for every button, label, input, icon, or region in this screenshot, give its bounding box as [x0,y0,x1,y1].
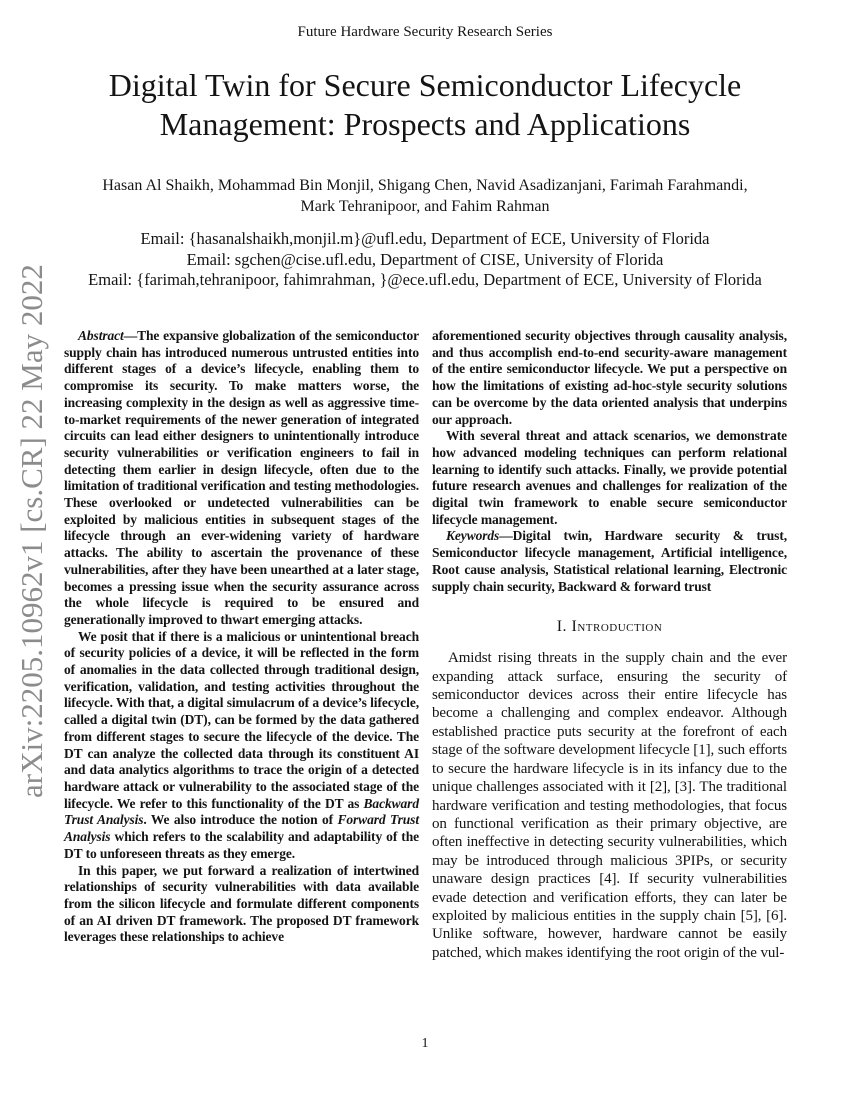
column-right [432,328,787,962]
introduction-paragraph-1: Amidst rising threats in the supply chain and the ever expanding attack surface, ensuring the security of semiconductor devices across their entire lifecycle has become a challenging and complex endeavor. Although established practice puts security at the forefront of each stage of the software development lifecycle [1], such efforts to secure the hardware lifecycle is in its infancy due to the unique challenges associated with it [2], [3]. The traditional hardware verification and testing methodologies, that focus on functional verification as their primary objective, are often ineffective in detecting security vulnerabilities, which may be introduced through malicious 3PIPs, or security unaware design practices [4]. If security vulnerabilities evade detection and verification efforts, they can later be exploited by malicious entities in the supply chain [5], [6]. Unlike software, however, hardware cannot be easily patched, which makes identifying the root origin of the vul- [432,650,787,961]
abstract-paragraph-1 [64,328,419,629]
keywords-lead-label: Keywords [446,528,500,544]
abstract-paragraph-4: With several threat and attack scenarios, we demonstrate how advanced modeling techniques can perform relational learning to identify such attacks. Finally, we provide potential future research avenues and challenges for realization of the digital twin framework to enable secure semiconductor lifecycle management. [432,428,787,527]
abstract-paragraph-1-text: —The expansive globalization of the semiconductor supply chain has introduced numerous untrusted entities into different stages of a device’s lifecycle, enabling them to compromise its security. To make matters worse, the increasing complexity in the design as well as aggressive time-to-market requirements of the newer generation of integrated circuits can lead either designers to unintentionally introduce security vulnerabilities or verification engineers to fail in detecting them earlier in design lifecycle, often due to the limitation of traditional verification and testing methodologies. These overlooked or undetected vulnerabilities can be exploited by malicious entities in subsequent stages of the lifecycle through an ever-widening variety of hardware attacks. The ability to ascertain the provenance of these vulnerabilities, after they have been unearthed at a later stage, becomes a pressing issue when the security assurance across the whole lifecycle is required to be ensured and generationally improved to thwart emerging attacks. [64,328,419,627]
email-line-3: Email: {farimah,tehranipoor, fahimrahman, }@ece.ufl.edu, Department of ECE, University of Florida [88,270,762,289]
abstract-paragraph-2-text-a: We posit that if there is a malicious or unintentional breach of security policies of a device, it will be reflected in the form of anomalies in the data collected through traditional design, verification, validation, and testing activities throughout the lifecycle. With that, a digital simulacrum of a device’s lifecycle, called a digital twin (DT), can be formed by the data gathered from different stages to secure the lifecycle of the device. The DT can analyze the collected data through its constituent AI and data analytics algorithms to trace the origin of a detected hardware attack or vulnerability to the associated stage of the lifecycle. We refer to this functionality of the DT as [64,628,419,811]
abstract-paragraph-3-continuation: aforementioned security objectives through causality analysis, and thus accomplish end-to-end security-aware management of the entire semiconductor lifecycle. We put a perspective on how the limitations of existing ad-hoc-style security solutions can be overcome by the data oriented analysis that underpins our approach. [432,328,787,427]
abstract-paragraph-2-text-c: which refers to the scalability and adaptability of the DT to unforeseen threats as they emerge. [64,829,419,861]
keywords-paragraph [432,528,787,595]
page-number: 1 [421,1036,429,1051]
keywords-text: —Digital twin, Hardware security & trust, Semiconductor lifecycle management, Artificial intelligence, Root cause analysis, Statistical relational learning, Electronic supply chain security, Backward & forward trust [432,528,787,594]
author-list [0,175,850,217]
email-block [0,229,850,291]
arxiv-watermark: arXiv:2205.10962v1 [cs.CR] 22 May 2022 [14,264,49,798]
abstract-section-continued [432,328,787,595]
abstract-paragraph-2-text-b: . We also introduce the notion of [143,812,338,828]
backward-trust-analysis-term: Backward Trust Analysis [64,795,419,828]
abstract-lead-label: Abstract [78,328,124,343]
paper-title [0,66,850,144]
series-header: Future Hardware Security Research Series [297,24,553,40]
section-heading-introduction: I. Introduction [556,618,663,636]
column-left [64,328,419,946]
abstract-section [64,328,419,946]
author-list-line-1: Hasan Al Shaikh, Mohammad Bin Monjil, Shigang Chen, Navid Asadizanjani, Farimah Farahmandi, [102,177,748,194]
email-line-2: Email: sgchen@cise.ufl.edu, Department of CISE, University of Florida [186,249,664,269]
introduction-section [432,649,787,962]
email-line-1: Email: {hasanalshaikh,monjil.m}@ufl.edu, Department of ECE, University of Florida [140,229,710,248]
abstract-paragraph-3: In this paper, we put forward a realization of intertwined relationships of security vulnerabilities with data available from the silicon lifecycle and formulate different components of an AI driven DT framework. The proposed DT framework leverages these relationships to achieve [64,862,419,945]
author-list-line-2: Mark Tehranipoor, and Fahim Rahman [300,198,550,215]
paper-title-line-1: Digital Twin for Secure Semiconductor Lifecycle [108,67,742,103]
paper-title-line-2: Management: Prospects and Applications [159,106,691,142]
forward-trust-analysis-term: Forward Trust Analysis [64,812,419,845]
abstract-paragraph-2 [64,629,419,863]
